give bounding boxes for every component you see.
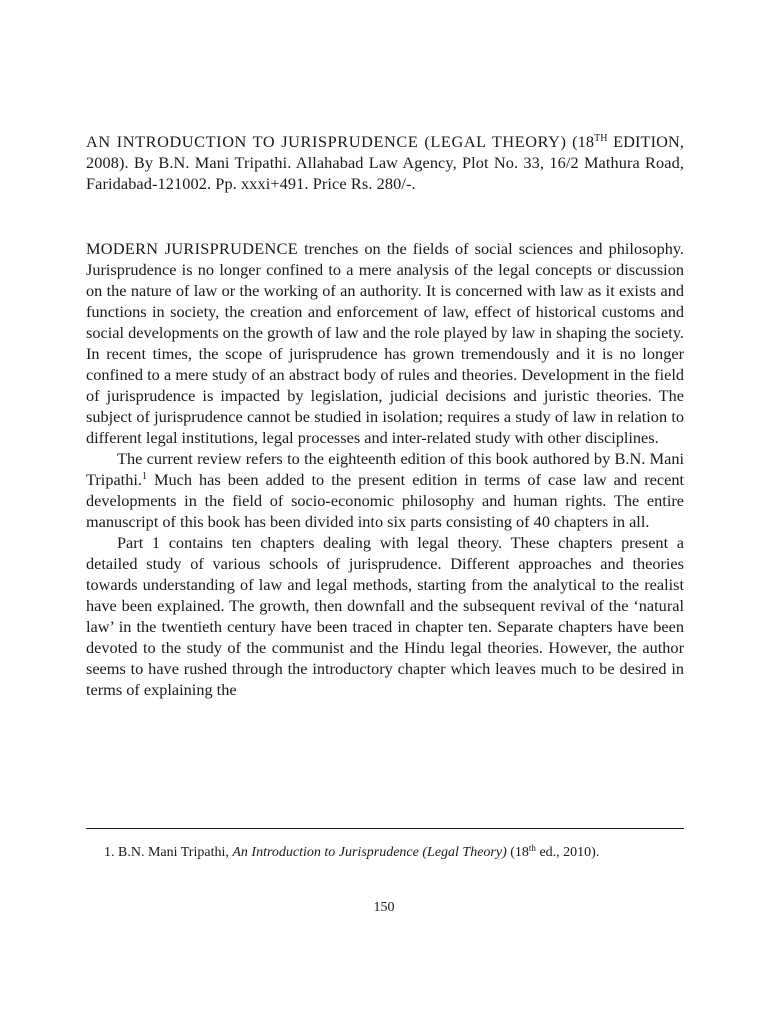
- review-header: [86, 131, 684, 194]
- footnote-book-title: An Introduction to Jurisprudence (Legal Theory): [232, 845, 507, 860]
- footnote: [86, 843, 684, 862]
- paragraph-2-text-a: The current review refers to the eighteenth edition of this book authored by B.N. Mani Tripathi.: [86, 449, 684, 489]
- footnote-edition-superscript: th: [528, 843, 536, 853]
- book-title: AN INTRODUCTION TO JURISPRUDENCE (LEGAL THEORY): [86, 132, 567, 151]
- footnote-author: B.N. Mani Tripathi,: [114, 845, 233, 860]
- publication-details: EDITION, 2008). By B.N. Mani Tripathi. Allahabad Law Agency, Plot No. 33, 16/2 Mathura Road, Faridabad-121002. Pp. xxxi+491. Price Rs. 280/-.: [86, 132, 684, 193]
- page-number: 150: [373, 900, 395, 915]
- footnote-number: 1.: [104, 845, 115, 860]
- paragraph-3: Part 1 contains ten chapters dealing with legal theory. These chapters present a detailed study of various schools of jurisprudence. Different approaches and theories towards understanding of law and legal methods, starting from the analytical to the realist have been explained. The growth, then downfall and the subsequent revival of the ‘natural law’ in the twentieth century have been traced in chapter ten. Separate chapters have been devoted to the study of the communist and the Hindu legal theories. However, the author seems to have rushed through the introductory chapter which leaves much to be desired in terms of explaining the: [86, 533, 684, 699]
- review-body: [86, 238, 684, 700]
- edition-open: (18: [572, 132, 595, 151]
- paragraph-2: [86, 448, 684, 532]
- paragraph-lead: MODERN JURISPRUDENCE: [86, 239, 299, 258]
- paragraph-1: [86, 238, 684, 448]
- paragraph-2-text-b: Much has been added to the present edition in terms of case law and recent developments in the field of socio-economic philosophy and human rights. The entire manuscript of this book has been divided into six parts consisting of 40 chapters in all.: [86, 470, 684, 531]
- footnote-divider: [86, 828, 684, 829]
- paragraph-1-text: trenches on the fields of social sciences and philosophy. Jurisprudence is no longer confined to a mere analysis of the legal concepts or discussion on the nature of law or the working of an authority. It is concerned with law as it exists and functions in society, the creation and enforcement of law, effect of historical customs and social developments on the growth of law and the role played by law in shaping the society. In recent times, the scope of jurisprudence has grown tremendously and it is no longer confined to a mere study of an abstract body of rules and theories. Development in the field of jurisprudence is impacted by legislation, judicial decisions and juristic theories. The subject of jurisprudence cannot be studied in isolation; requires a study of law in relation to different legal institutions, legal processes and inter-related study with other disciplines.: [86, 239, 684, 447]
- edition-superscript: TH: [594, 133, 608, 144]
- footnote-edition-rest: ed., 2010).: [535, 845, 600, 860]
- footnote-reference[interactable]: 1: [141, 471, 147, 482]
- footnote-edition-open: (18: [506, 845, 529, 860]
